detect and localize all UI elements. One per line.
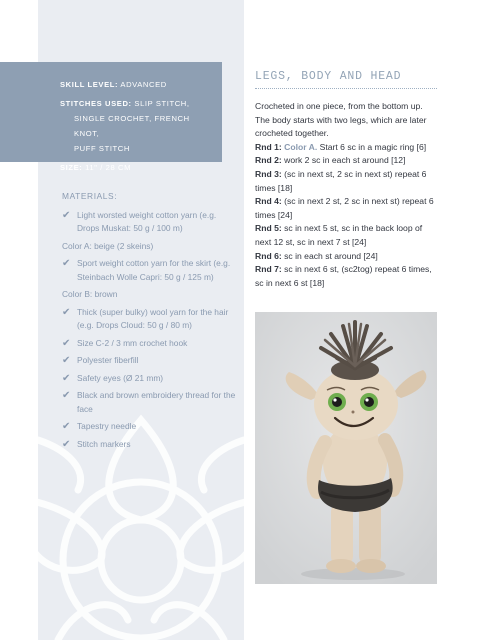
check-icon: ✔ [62,306,71,318]
round-text: (sc in next st, 2 sc in next st) repeat 6 times [18] [255,168,427,193]
round-label: Rnd 7: [255,264,282,275]
skill-level-value: ADVANCED [120,80,167,89]
round-label: Rnd 2: [255,155,282,166]
size-line [60,160,212,175]
material-item-text: Thick (super bulky) wool yarn for the hair (e.g. Drops Cloud: 50 g / 80 m) [77,306,229,330]
material-item-text: Tapestry needle [77,421,137,431]
round-label: Rnd 4: [255,196,282,207]
intro-paragraph: Crocheted in one piece, from the bottom up. The body starts with two legs, which are later crocheted together. [255,101,427,139]
materials-list [62,190,238,455]
material-item [62,209,238,236]
material-item-text: Safety eyes (Ø 21 mm) [77,372,164,383]
round-text: sc in next 5 st, sc in the back loop of next 12 st, sc in next 7 st [24] [255,223,423,247]
crochet-doll-illustration [255,312,437,584]
instructions-text [255,100,437,290]
round-instruction [255,250,437,264]
round-color: Color A. [284,141,318,152]
material-item [62,372,238,386]
material-item [62,420,238,434]
check-icon: ✔ [62,355,71,366]
stitches-used-line [60,96,212,156]
material-item [62,306,238,333]
material-item-text: Black and brown embroidery thread for the face [77,390,236,414]
round-instruction [255,195,437,222]
material-item-text: Light worsted weight cotton yarn (e.g. Drops Muskat: 50 g / 100 m) [77,209,217,233]
section-title: LEGS, BODY AND HEAD [255,70,402,83]
title-dotted-rule [255,88,437,89]
round-label: Rnd 1: [255,141,282,152]
round-text: Start 6 sc in a magic ring [6] [319,141,427,152]
round-instruction [255,168,437,195]
material-item-text: Polyester fiberfill [77,355,139,365]
material-item [62,389,238,416]
check-icon: ✔ [62,390,71,401]
material-color-a: Color A: beige (2 skeins) [62,240,154,251]
round-text: sc in each st around [24] [284,250,378,261]
skill-info-box [0,62,222,172]
round-label: Rnd 6: [255,250,282,261]
stitches-used-label: STITCHES USED: [60,99,132,108]
check-icon: ✔ [62,372,71,384]
check-icon: ✔ [62,337,71,349]
round-text: work 2 sc in each st around [12] [284,155,406,166]
material-item-text: Sport weight cotton yarn for the skirt (e.g. Steinbach Wolle Capri: 50 g / 125 m) [77,258,231,282]
check-icon: ✔ [62,209,71,221]
round-instruction [255,141,437,155]
materials-heading: MATERIALS: [62,191,118,201]
material-item [62,354,238,368]
round-instruction [255,154,437,168]
stitches-used-value-3: PUFF STITCH [74,144,130,153]
size-value: 11" / 28 CM [85,163,132,172]
round-instruction [255,263,437,290]
material-item [62,257,238,284]
stitches-used-value-2: SINGLE CROCHET, FRENCH KNOT, [74,114,190,138]
skill-level-label: SKILL LEVEL: [60,80,119,89]
check-icon: ✔ [62,438,71,450]
round-label: Rnd 3: [255,168,282,179]
check-icon: ✔ [62,421,71,432]
check-icon: ✔ [62,258,71,269]
round-text: (sc in next 2 st, 2 sc in next st) repeat 6 times [24] [255,196,434,220]
stitches-used-value-1: SLIP STITCH, [134,99,190,108]
round-text: sc in next 6 st, (sc2tog) repeat 6 times, sc in next 6 st [18] [255,264,432,288]
material-item [62,337,238,351]
round-instruction [255,222,437,249]
doll-photo [255,312,437,584]
material-item-text: Size C-2 / 3 mm crochet hook [77,337,188,348]
size-label: SIZE: [60,163,83,172]
skill-level-line [60,77,212,92]
round-label: Rnd 5: [255,223,282,234]
material-item-text: Stitch markers [77,438,131,449]
material-item [62,438,238,452]
material-color-b: Color B: brown [62,289,118,299]
